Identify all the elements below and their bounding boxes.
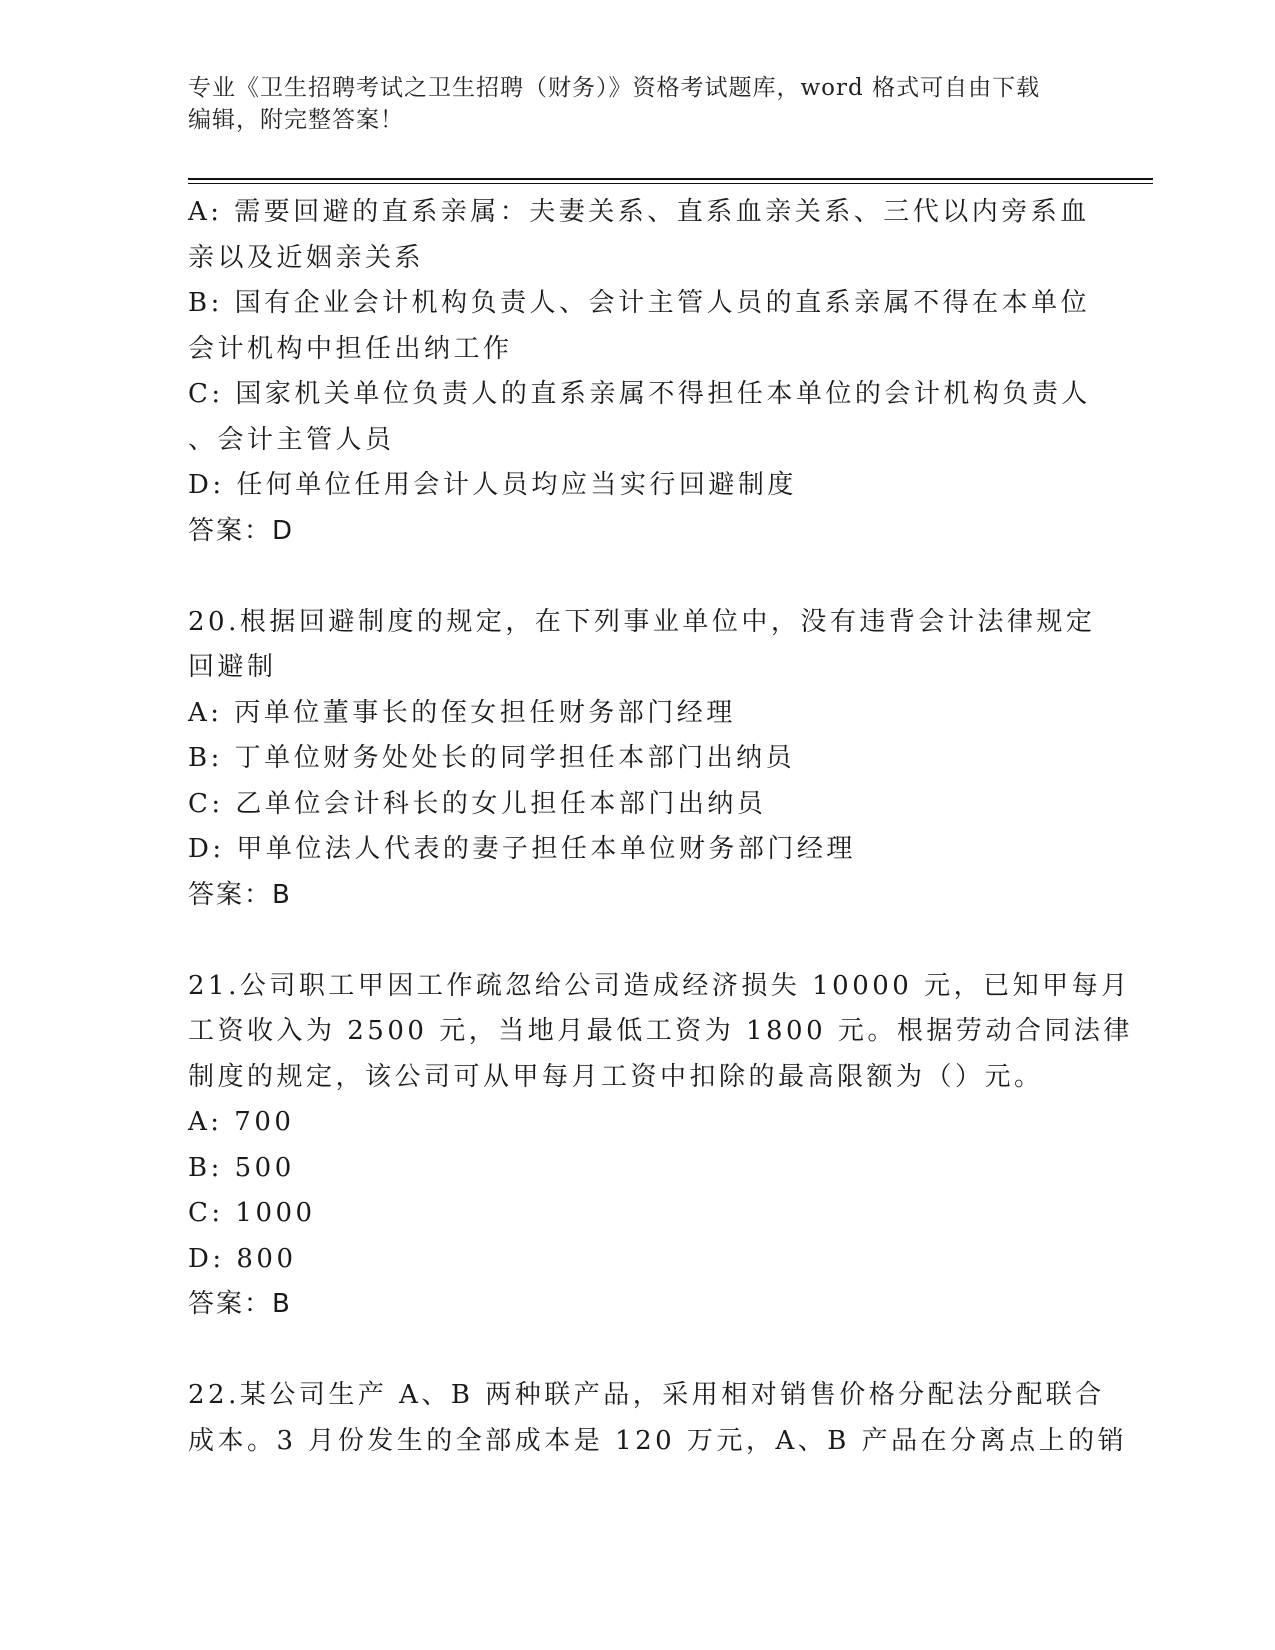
option-a: A: 丙单位董事长的侄女担任财务部门经理 (188, 697, 736, 728)
option-d: D: 800 (188, 1243, 297, 1274)
question-19 (188, 190, 1091, 554)
option-b-line-2: 会计机构中担任出纳工作 (188, 333, 513, 364)
header-divider-thin (188, 183, 1153, 184)
option-a-line-2: 亲以及近姻亲关系 (188, 242, 425, 273)
option-a-line-1: A: 需要回避的直系亲属：夫妻关系、直系血亲关系、三代以内旁系血 (188, 197, 1090, 227)
header-line-1: 专业《卫生招聘考试之卫生招聘（财务）》资格考试题库，word 格式可自由下载 (188, 75, 1041, 101)
document-header (188, 72, 1078, 136)
question-22 (188, 1373, 1128, 1464)
question-stem-line-2: 回避制 (188, 652, 277, 682)
spacer (188, 554, 1088, 600)
question-stem-line-1: 20.根据回避制度的规定，在下列事业单位中，没有违背会计法律规定 (188, 606, 1096, 637)
option-b: B: 丁单位财务处处长的同学担任本部门出纳员 (188, 743, 796, 773)
option-c: C: 1000 (188, 1198, 316, 1228)
question-21 (188, 964, 1133, 1328)
option-d: D: 甲单位法人代表的妻子担任本单位财务部门经理 (188, 834, 856, 864)
answer: 答案：B (188, 1289, 292, 1319)
option-c: C: 乙单位会计科长的女儿担任本部门出纳员 (188, 788, 767, 819)
answer: 答案：B (188, 879, 292, 910)
answer: 答案：D (188, 515, 295, 546)
option-b-line-1: B: 国有企业会计机构负责人、会计主管人员的直系亲属不得在本单位 (188, 288, 1091, 318)
question-stem-line-2: 工资收入为 2500 元，当地月最低工资为 1800 元。根据劳动合同法律 (188, 1016, 1133, 1046)
option-a: A: 700 (188, 1107, 295, 1137)
question-stem-line-1: 21.公司职工甲因工作疏忽给公司造成经济损失 10000 元，已知甲每月 (188, 970, 1131, 1001)
option-c-line-1: C: 国家机关单位负责人的直系亲属不得担任本单位的会计机构负责人 (188, 379, 1091, 409)
question-stem-line-3: 制度的规定，该公司可从甲每月工资中扣除的最高限额为（）元。 (188, 1061, 1044, 1092)
header-line-2: 编辑，附完整答案！ (188, 107, 404, 133)
option-c-line-2: 、会计主管人员 (188, 424, 395, 455)
header-divider-thick (188, 178, 1153, 180)
document-body (188, 190, 1133, 1464)
spacer (188, 918, 1088, 964)
option-b: B: 500 (188, 1152, 295, 1183)
question-stem-line-2: 成本。3 月份发生的全部成本是 120 万元，A、B 产品在分离点上的销 (188, 1425, 1128, 1456)
question-20 (188, 600, 1096, 919)
option-d: D: 任何单位任用会计人员均应当实行回避制度 (188, 470, 797, 500)
question-stem-line-1: 22.某公司生产 A、B 两种联产品，采用相对销售价格分配法分配联合 (188, 1380, 1105, 1410)
spacer (188, 1328, 1088, 1374)
